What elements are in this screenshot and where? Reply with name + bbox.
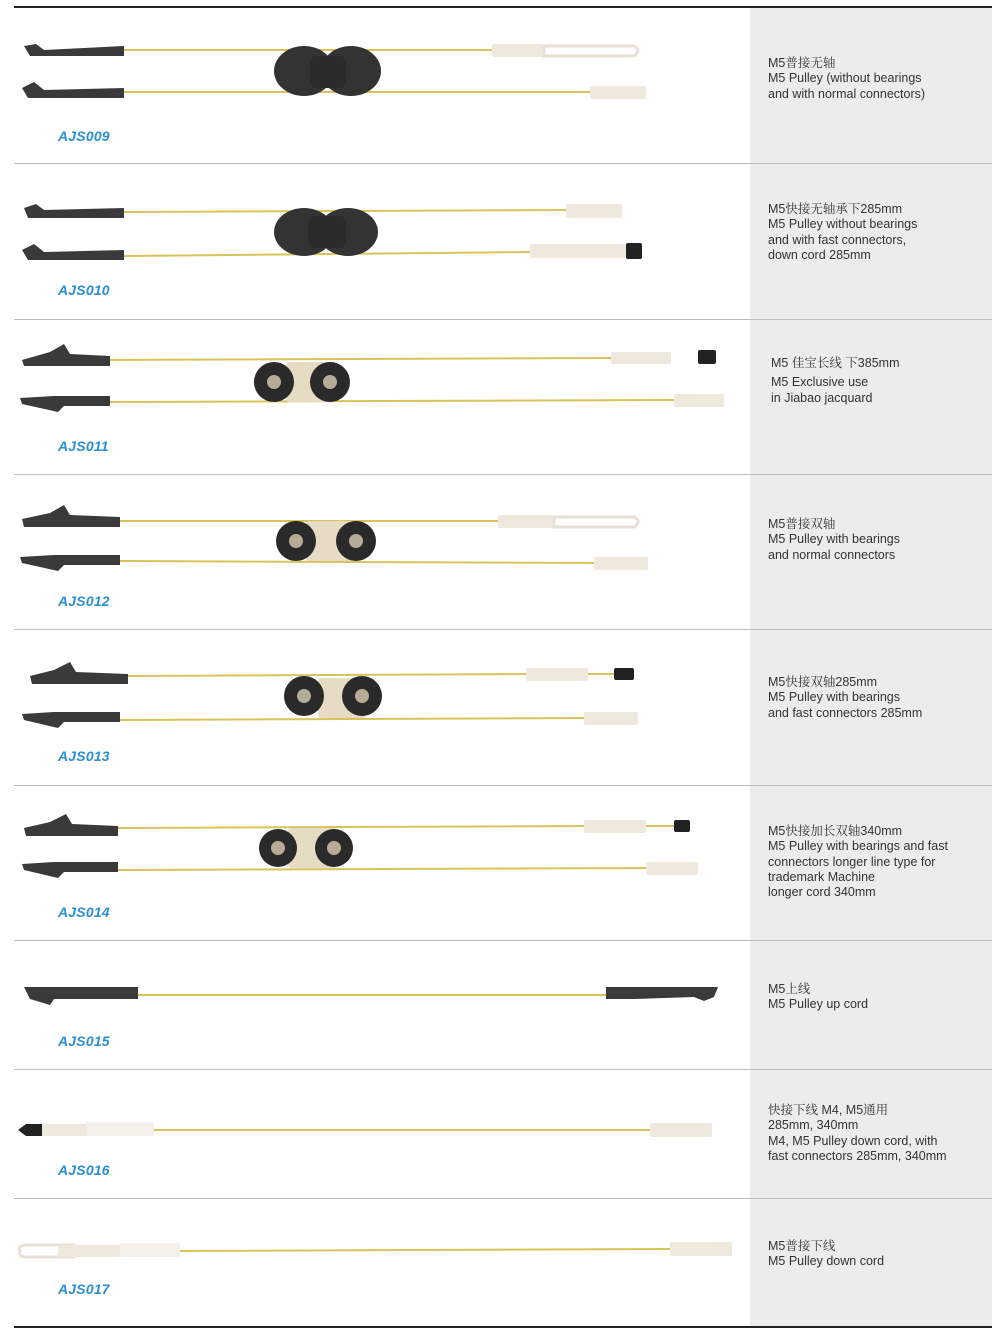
product-row [14,941,992,1070]
product-row [14,630,992,786]
bottom-rule [14,1326,992,1328]
product-row [14,786,992,941]
product-row [14,8,992,164]
product-image [14,786,750,941]
product-code: AJS014 [58,904,110,920]
product-image [14,1199,750,1326]
product-row [14,1199,992,1326]
product-image [14,320,750,475]
product-code: AJS011 [58,438,109,454]
product-row [14,164,992,320]
product-description: M5普接双轴 M5 Pulley with bearings and normal connectors [768,517,901,562]
product-image [14,8,750,164]
product-description: M5快接双轴285mm M5 Pulley with bearings and fast connectors 285mm [768,675,923,720]
product-code: AJS015 [58,1033,110,1049]
product-row [14,320,992,475]
product-image [14,164,750,320]
product-description: M5 佳宝长线 下385mm M5 Exclusive use in Jiabao jacquard [771,356,900,405]
product-code: AJS012 [58,593,110,609]
product-description: M5快接加长双轴340mm M5 Pulley with bearings and fast connectors longer line type for trademark Machine longer cord 340mm [768,824,948,900]
product-code: AJS013 [58,748,110,764]
product-image [14,1070,750,1199]
product-code: AJS016 [58,1162,110,1178]
product-code: AJS017 [58,1281,110,1297]
product-description: M5普接无轴 M5 Pulley (without bearings and with normal connectors) [768,56,926,101]
product-code: AJS010 [58,282,110,298]
product-code: AJS009 [58,128,110,144]
product-description: M5上线 M5 Pulley up cord [768,982,869,1012]
product-image [14,475,750,630]
product-row [14,475,992,630]
product-image [14,941,750,1070]
product-description: M5普接下线 M5 Pulley down cord [768,1239,885,1269]
product-description: M5快接无轴承下285mm M5 Pulley without bearings and with fast connectors, down cord 285mm [768,202,918,262]
product-image [14,630,750,786]
product-row [14,1070,992,1199]
product-description: 快接下线 M4, M5通用 285mm, 340mm M4, M5 Pulley down cord, with fast connectors 285mm, 340mm [768,1103,947,1163]
